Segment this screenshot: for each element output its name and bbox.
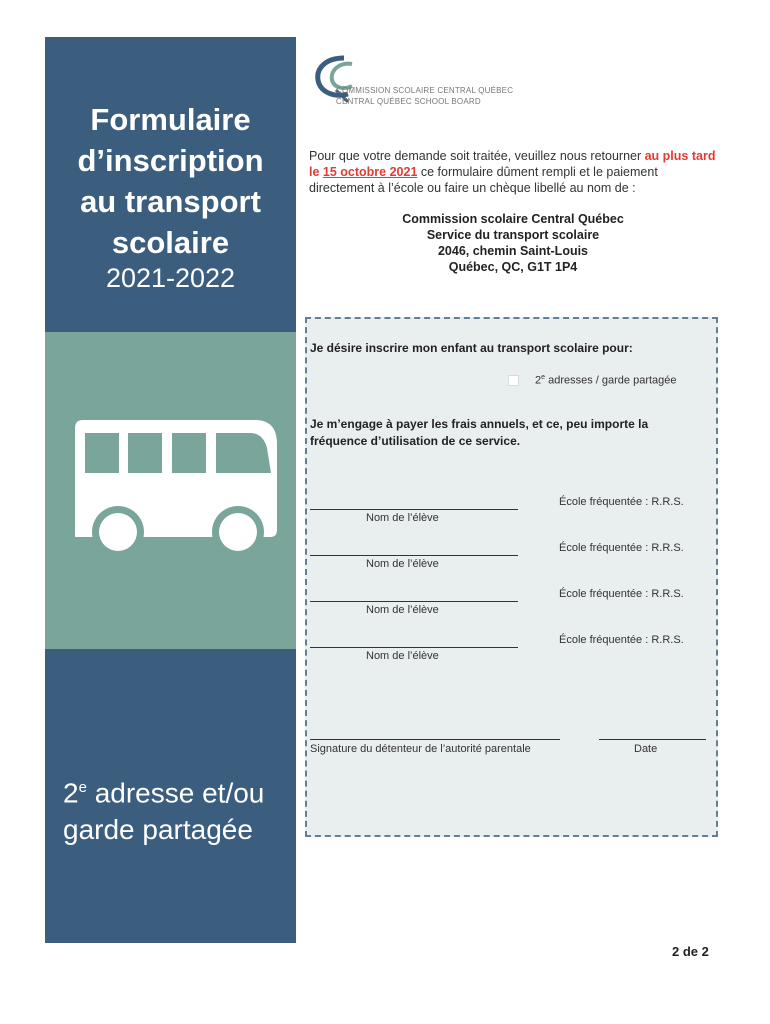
address-line-3: 2046, chemin Saint-Louis xyxy=(437,244,589,258)
student-name-field-4[interactable] xyxy=(310,647,518,648)
form-title xyxy=(45,99,296,263)
logo-text-line-1: COMMISSION SCOLAIRE CENTRAL QUÉBEC xyxy=(336,86,514,95)
subtitle-number: 2 xyxy=(63,777,79,809)
school-year: 2021-2022 xyxy=(105,263,236,293)
logo-text-line-2: CENTRAL QUÉBEC SCHOOL BOARD xyxy=(336,97,481,106)
title-line-3: au transport xyxy=(80,184,261,219)
signature-label: Signature du détenteur de l’autorité parentale xyxy=(310,743,531,755)
mailing-address xyxy=(310,211,716,275)
option-superscript: e xyxy=(541,374,546,381)
register-heading: Je désire inscrire mon enfant au transport scolaire pour: xyxy=(310,341,633,355)
intro-text-after: ce formulaire dûment rempli et le paiement directement à l’école ou faire un chèque libellé au nom de : xyxy=(309,165,658,195)
shared-custody-checkbox[interactable] xyxy=(508,375,519,386)
sidebar xyxy=(45,37,296,943)
title-line-2: d’inscription xyxy=(77,143,264,178)
form-subtitle xyxy=(63,769,296,848)
school-label-1: École fréquentée : R.R.S. xyxy=(559,496,684,508)
deadline-date: 15 octobre 2021 xyxy=(322,165,418,179)
student-name-label-1: Nom de l’élève xyxy=(366,512,439,524)
subtitle-superscript: e xyxy=(78,779,87,796)
commitment-statement xyxy=(310,416,648,450)
date-label: Date xyxy=(634,743,658,755)
subtitle-text: adresse et/ou xyxy=(86,777,265,809)
address-line-2: Service du transport scolaire xyxy=(426,228,600,242)
address-line-1: Commission scolaire Central Québec xyxy=(402,212,624,226)
date-field[interactable] xyxy=(599,739,706,740)
commitment-line-1: Je m’engage à payer les frais annuels, et ce, peu importe la xyxy=(310,417,649,431)
deadline-prefix: au plus tard le xyxy=(309,149,716,179)
student-name-label-2: Nom de l’élève xyxy=(366,558,439,570)
school-label-2: École fréquentée : R.R.S. xyxy=(559,542,684,554)
page-number: 2 de 2 xyxy=(672,944,709,959)
student-name-label-3: Nom de l’élève xyxy=(366,604,439,616)
title-line-1: Formulaire xyxy=(90,102,251,137)
commitment-line-2: fréquence d’utilisation de ce service. xyxy=(310,434,521,448)
shared-custody-option xyxy=(535,374,677,387)
student-name-field-1[interactable] xyxy=(310,509,518,510)
student-name-field-3[interactable] xyxy=(310,601,518,602)
option-number: 2 xyxy=(535,374,542,387)
intro-text: Pour que votre demande soit traitée, veuillez nous retourner xyxy=(309,149,645,163)
student-name-field-2[interactable] xyxy=(310,555,518,556)
intro-paragraph xyxy=(309,148,721,196)
address-line-4: Québec, QC, G1T 1P4 xyxy=(448,260,578,274)
school-label-4: École fréquentée : R.R.S. xyxy=(559,634,684,646)
subtitle-line-2: garde partagée xyxy=(63,814,253,846)
registration-form xyxy=(305,317,718,837)
signature-field[interactable] xyxy=(310,739,560,740)
title-line-4: scolaire xyxy=(111,225,230,260)
option-label: adresses / garde partagée xyxy=(545,374,677,387)
bus-icon xyxy=(45,332,296,649)
student-name-label-4: Nom de l’élève xyxy=(366,650,439,662)
school-label-3: École fréquentée : R.R.S. xyxy=(559,588,684,600)
bus-band xyxy=(45,332,296,649)
